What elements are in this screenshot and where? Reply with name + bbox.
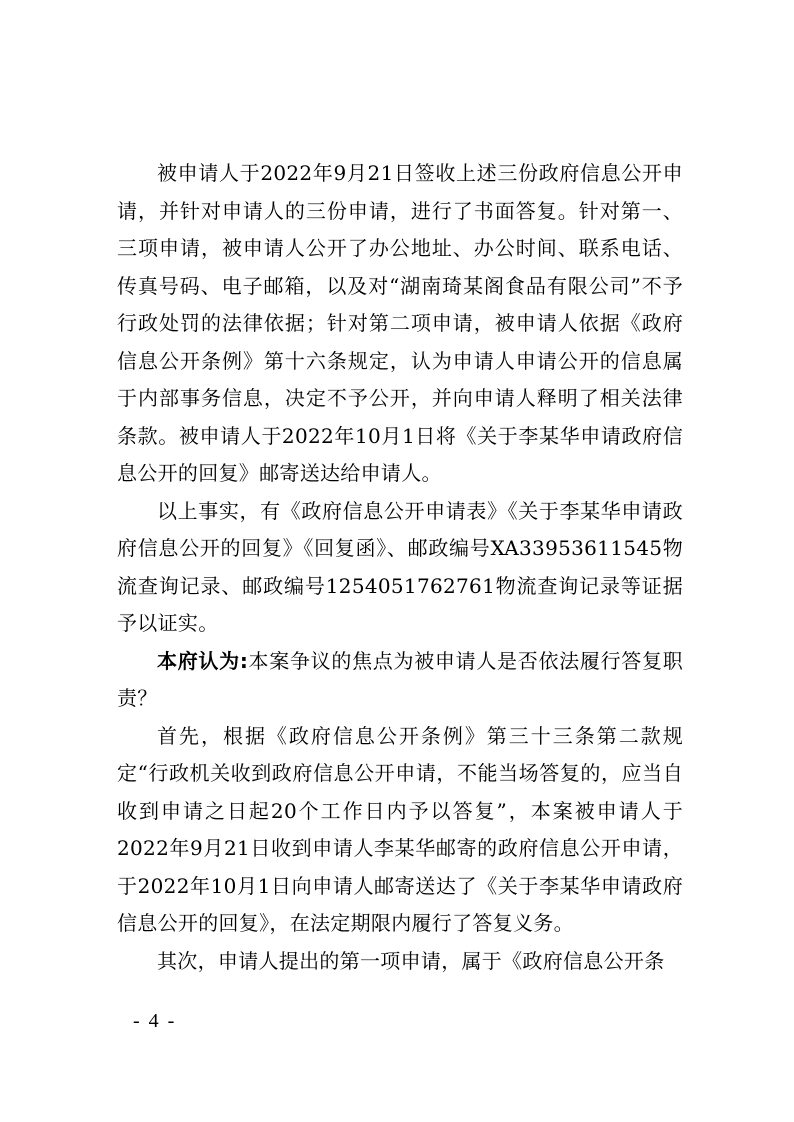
page-number: - 4 -	[133, 1010, 177, 1032]
paragraph-1-text: 被申请人于2022年9月21日签收上述三份政府信息公开申请，并针对申请人的三份申请，进行了书面答复。针对第一、三项申请，被申请人公开了办公地址、办公时间、联系电话、传真号码、电子邮箱，以及对“湖南琦某阁食品有限公司”不予行政处罚的法律依据；针对第二项申请，被申请人依据《政府信息公开条例》第十六条规定，认为申请人申请公开的信息属于内部事务信息，决定不予公开，并向申请人释明了相关法律条款。被申请人于2022年10月1日将《关于李某华申请政府信息公开的回复》邮寄送达给申请人。	[117, 161, 683, 485]
paragraph-5-text: 其次，申请人提出的第一项申请，属于《政府信息公开条	[157, 948, 665, 973]
document-body	[117, 155, 683, 980]
paragraph-3-text: 本案争议的焦点为被申请人是否依法履行答复职责？	[117, 648, 683, 710]
paragraph-4-text: 首先，根据《政府信息公开条例》第三十三条第二款规定“行政机关收到政府信息公开申请，不能当场答复的，应当自收到申请之日起20个工作日内予以答复”，本案被申请人于2022年9月21日收到申请人李某华邮寄的政府信息公开申请，于2022年10月1日向申请人邮寄送达了《关于李某华申请政府信息公开的回复》，在法定期限内履行了答复义务。	[117, 723, 683, 935]
paragraph-1	[117, 155, 683, 493]
paragraph-5	[117, 943, 683, 981]
paragraph-3-lead: 本府认为:	[157, 648, 249, 673]
paragraph-2	[117, 493, 683, 643]
paragraph-3	[117, 643, 683, 718]
paragraph-4	[117, 718, 683, 943]
paragraph-2-text: 以上事实，有《政府信息公开申请表》《关于李某华申请政府信息公开的回复》《回复函》、邮政编号XA33953611545物流查询记录、邮政编号1254051762761物流查询记录等证据予以证实。	[117, 498, 683, 635]
